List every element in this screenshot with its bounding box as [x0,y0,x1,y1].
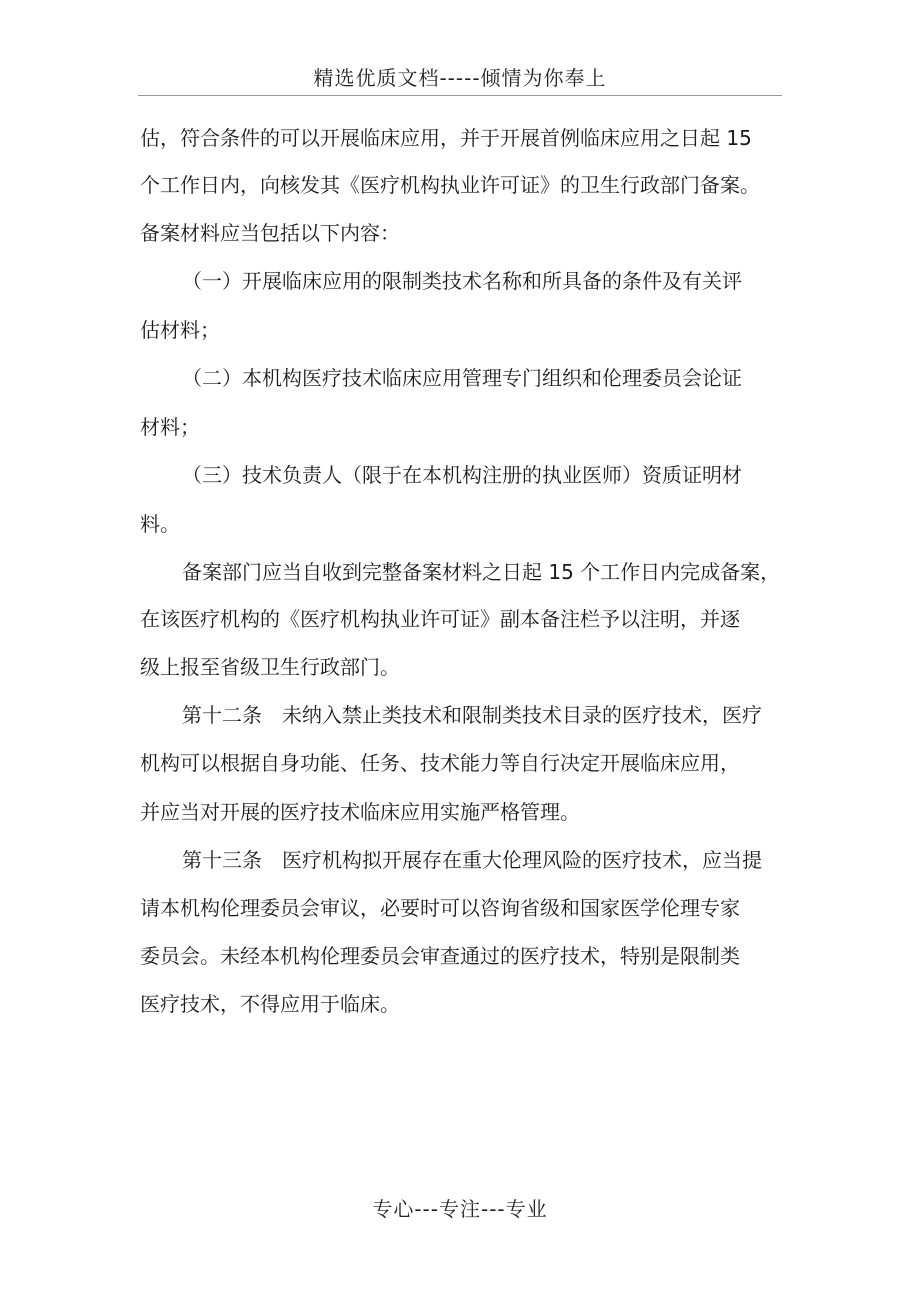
list-item-3: （三）技术负责人（限于在本机构注册的执业医师）资质证明材 [182,463,742,487]
text-line: 并应当对开展的医疗技术临床应用实施严格管理。 [140,800,580,824]
text-line: 委员会。未经本机构伦理委员会审查通过的医疗技术，特别是限制类 [140,944,740,968]
text-line: 在该医疗机构的《医疗机构执业许可证》副本备注栏予以注明，并逐 [140,607,740,631]
paragraph-start: 备案部门应当自收到完整备案材料之日起 15 个工作日内完成备案， [182,560,781,584]
text-line: 机构可以根据自身功能、任务、技术能力等自行决定开展临床应用， [140,751,740,775]
page-footer: 专心---专注---专业 [372,1197,548,1221]
article-13-start: 第十三条 医疗机构拟开展存在重大伦理风险的医疗技术，应当提 [182,848,762,872]
text-line: 材料； [140,415,200,439]
text-line: 级上报至省级卫生行政部门。 [140,655,400,679]
text-line: 备案材料应当包括以下内容： [140,221,400,245]
list-item-2: （二）本机构医疗技术临床应用管理专门组织和伦理委员会论证 [182,366,742,390]
page-header: 精选优质文档-----倾情为你奉上 [313,66,607,90]
text-line: 医疗技术，不得应用于临床。 [140,992,400,1016]
list-item-1: （一）开展临床应用的限制类技术名称和所具备的条件及有关评 [182,269,742,293]
text-line: 请本机构伦理委员会审议，必要时可以咨询省级和国家医学伦理专家 [140,896,740,920]
text-line: 个工作日内，向核发其《医疗机构执业许可证》的卫生行政部门备案。 [140,173,760,197]
text-line: 估，符合条件的可以开展临床应用，并于开展首例临床应用之日起 15 [140,126,752,150]
text-line: 估材料； [140,318,220,342]
header-divider [138,95,782,96]
text-line: 料。 [140,512,180,536]
article-12-start: 第十二条 未纳入禁止类技术和限制类技术目录的医疗技术，医疗 [182,703,762,727]
